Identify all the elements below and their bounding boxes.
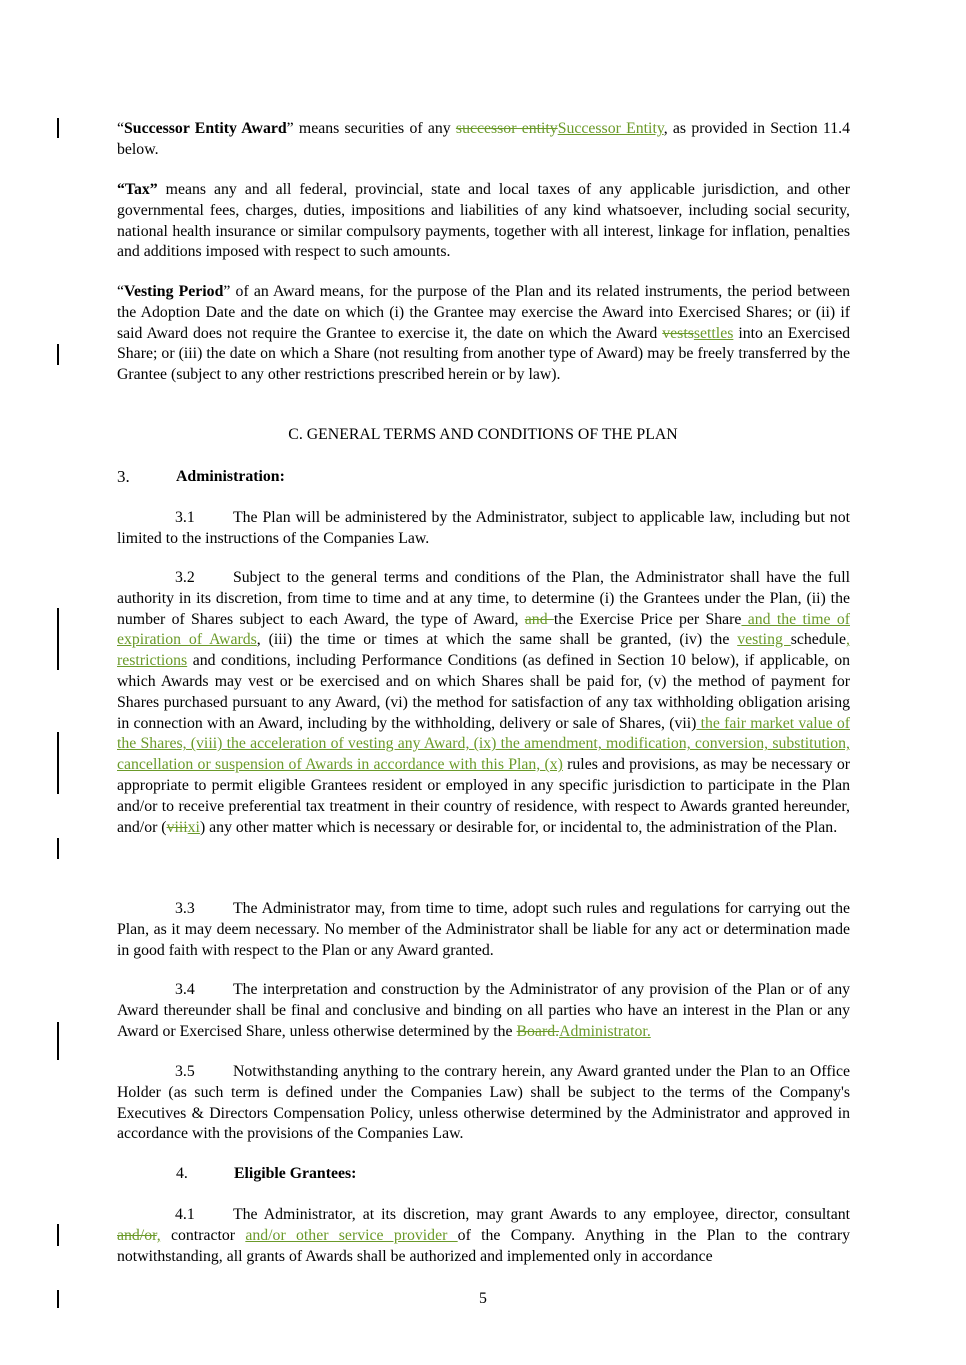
change-bar <box>57 608 59 670</box>
term: Successor Entity Award <box>124 120 287 137</box>
definition-vesting-period: “Vesting Period” of an Award means, for the purpose of the Plan and its related instruments, the period between the Adoption Date and the date on which (i) the Grantee may exercise the Award into Exercised Shares; or (ii) if said Award does not require the Grantee to exercise it, the date on which the Award vestssettles into an Exercised Share; or (iii) the date on which a Share (not resulting from another type of Award) may be freely transferred by the Grantee (subject to any other restrictions prescribed herein or by law). <box>117 283 850 384</box>
deleted-text: and/or <box>117 1226 157 1244</box>
paragraph-4-1: 4.1 The Administrator, at its discretion, may grant Awards to any employee, director, consultant and/or, contractor and/or other service provider of the Company. Anything in the Plan to the contrary notwithstanding, all grants of Awards shall be authorized and implemented only in accordance <box>117 1206 850 1265</box>
inserted-text: settles <box>693 324 734 342</box>
section-3-title: Administration: <box>176 468 285 485</box>
inserted-text: the fair market value of the Shares, (viii) the acceleration of vesting any Award, (ix) the amendment, modification, conversion, substitution, cancellation or suspension of Awards in accordance with this Plan, (x) <box>117 714 850 774</box>
inserted-text: and/or other service provider <box>245 1226 458 1244</box>
deleted-text: and <box>524 610 554 628</box>
change-bar <box>57 1224 59 1246</box>
term: “Tax” <box>117 181 158 198</box>
change-bar <box>57 118 59 138</box>
section-4-number: 4. <box>176 1165 188 1182</box>
inserted-text: , <box>156 1226 161 1244</box>
inserted-text: Administrator. <box>559 1022 651 1040</box>
paragraph-3-1: 3.1 The Plan will be administered by the Administrator, subject to applicable law, including but not limited to the instructions of the Companies Law. <box>117 509 850 547</box>
definition-successor-entity-award: “Successor Entity Award” means securities of any successor entitySuccessor Entity, as provided in Section 11.4 below. <box>117 120 850 158</box>
inserted-text: xi <box>187 818 200 836</box>
change-bar <box>57 838 59 859</box>
paragraph-3-2: 3.2 Subject to the general terms and conditions of the Plan, the Administrator shall have the full authority in its discretion, from time to time and at any time, to determine (i) the Grantees under the Plan, (ii) the number of Shares subject to each Award, the type of Award, and the Exercise Price per Share and the time of expiration of Awards, (iii) the time or times at which the same shall be granted, (iv) the vesting schedule, restrictions and conditions, including Performance Conditions (as defined in Section 10 below), if applicable, on which Awards may vest or be exercised and on which Shares shall be paid for, (v) the method of payment for Shares purchased pursuant to any Award, (vi) the method for satisfaction of any tax withholding obligation arising in connection with an Award, including by the withholding, delivery or sale of Shares, (vii) the fair market value of the Shares, (viii) the acceleration of vesting any Award, (ix) the amendment, modification, conversion, substitution, cancellation or suspension of Awards in accordance with this Plan, (x) rules and provisions, as may be necessary or appropriate to permit eligible Grantees resident or employed in any specific jurisdiction to participate in the Plan and/or to receive preferential tax treatment in their country of residence, with respect to Awards granted hereunder, and/or (viiixi) any other matter which is necessary or desirable for, or incidental to, the administration of the Plan. <box>117 569 850 836</box>
paragraph-3-5: 3.5 Notwithstanding anything to the contrary herein, any Award granted under the Plan to an Office Holder (as such term is defined under the Companies Law) shall be subject to the terms of the Company's Executives & Directors Compensation Policy, unless otherwise determined by the Administrator and approved in accordance with the provisions of the Companies Law. <box>117 1063 850 1143</box>
inserted-text: and the time of expiration of Awards <box>117 610 850 649</box>
page-number: 5 <box>479 1290 487 1307</box>
change-bar <box>57 344 59 365</box>
section-heading: C. GENERAL TERMS AND CONDITIONS OF THE PLAN <box>288 426 678 443</box>
deleted-text: viii <box>166 818 188 836</box>
inserted-text: Successor Entity <box>557 120 664 137</box>
change-bar <box>57 732 59 794</box>
paragraph-3-4: 3.4 The interpretation and construction by the Administrator of any provision of the Plan or of any Award thereunder shall be final and conclusive and binding on all parties who have an interest in the Plan or any Award or Exercised Share, unless otherwise determined by the Board.Administrator. <box>117 981 850 1040</box>
section-3-number: 3. <box>117 467 130 486</box>
inserted-text: , restrictions <box>117 631 850 670</box>
deleted-text: Board. <box>516 1022 560 1040</box>
inserted-text: vesting <box>737 631 791 649</box>
paragraph-3-3: 3.3 The Administrator may, from time to time, adopt such rules and regulations for carrying out the Plan, as it may deem necessary. No member of the Administrator shall be liable for any act or determination made in good faith with respect to the Plan or any Award granted. <box>117 900 850 959</box>
section-4-title: Eligible Grantees: <box>234 1165 357 1182</box>
term: Vesting Period <box>124 283 224 300</box>
change-bar <box>57 1022 59 1060</box>
deleted-text: successor entity <box>455 120 558 137</box>
definition-tax: “Tax” means any and all federal, provincial, state and local taxes of any applicable jurisdiction, and other governmental fees, charges, duties, impositions and liabilities of any kind whatsoever, including social security, national health insurance or similar compulsory payments, together with all interest, linkage for inflation, penalties and additions imposed with respect to such amounts. <box>117 181 850 261</box>
deleted-text: vests <box>662 324 694 342</box>
